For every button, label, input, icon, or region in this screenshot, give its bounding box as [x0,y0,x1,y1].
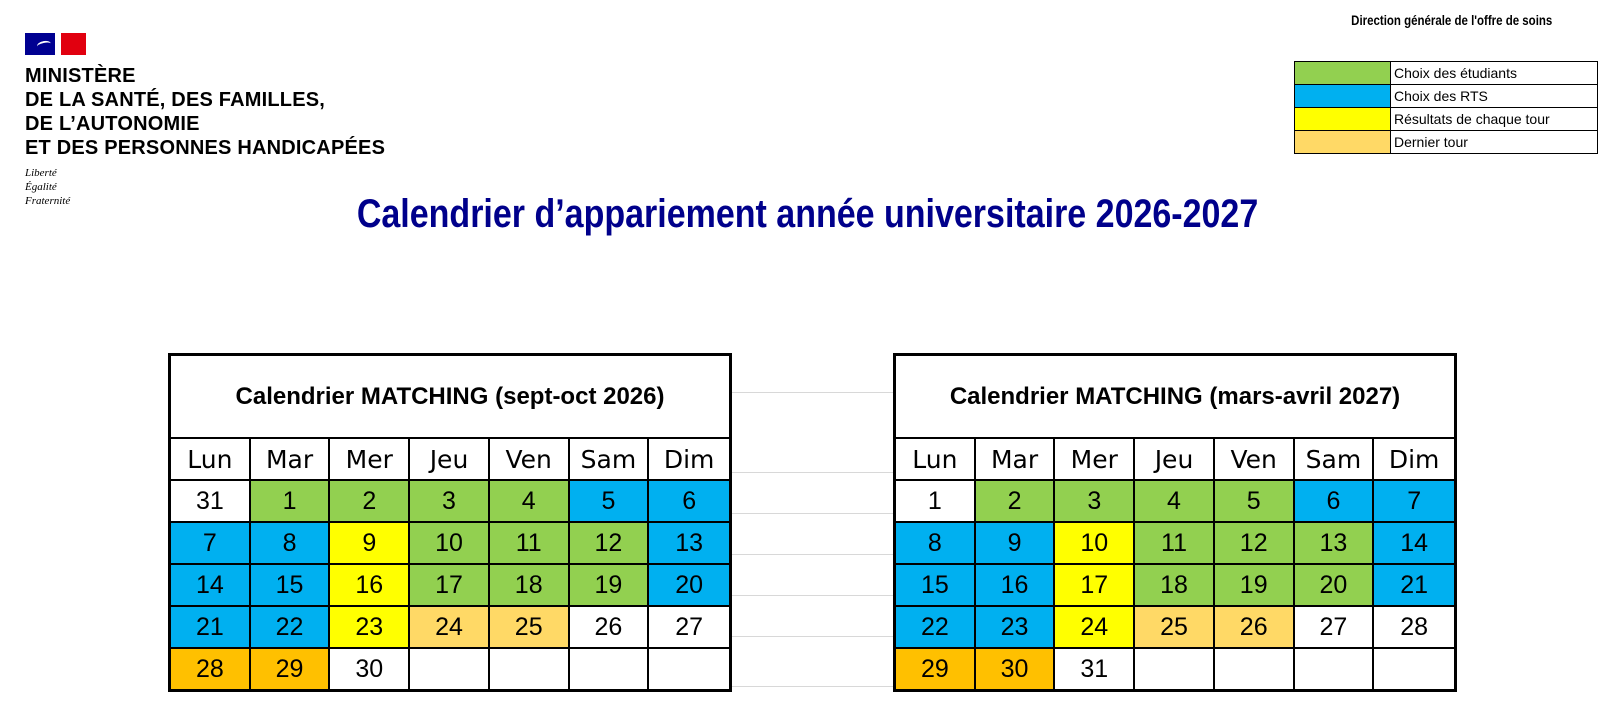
day-cell [649,649,729,689]
day-cell: 5 [1215,481,1295,523]
weekday-header: Sam [570,439,650,481]
day-cell: 14 [1374,523,1454,565]
day-cell: 19 [1215,565,1295,607]
day-cell [490,649,570,689]
day-cell: 5 [570,481,650,523]
day-cell: 30 [976,649,1056,689]
legend-swatch [1295,108,1391,131]
weekday-header: Sam [1295,439,1375,481]
day-cell [1295,649,1375,689]
day-cell: 6 [1295,481,1375,523]
day-cell: 26 [1215,607,1295,649]
ministry-logo [25,33,385,208]
weekday-header: Dim [1374,439,1454,481]
day-cell: 8 [251,523,331,565]
ministry-line: MINISTÈRE [25,65,136,87]
legend-row [1295,108,1598,131]
day-cell: 25 [490,607,570,649]
day-cell: 24 [410,607,490,649]
ministry-name [25,64,385,160]
motto-line: Fraternité [25,195,71,207]
calendar-title: Calendrier MATCHING (sept-oct 2026) [171,356,729,439]
weekday-header: Mar [976,439,1056,481]
legend-row [1295,131,1598,154]
calendar-title: Calendrier MATCHING (mars-avril 2027) [896,356,1454,439]
calendar-separator [732,392,893,687]
day-cell: 10 [410,523,490,565]
day-cell: 1 [251,481,331,523]
day-cell: 31 [1055,649,1135,689]
day-cell: 18 [1135,565,1215,607]
day-cell: 14 [171,565,251,607]
legend-label: Dernier tour [1391,131,1598,154]
day-cell: 2 [330,481,410,523]
legend-row [1295,85,1598,108]
legend-swatch [1295,131,1391,154]
legend-label: Choix des RTS [1391,85,1598,108]
day-cell: 27 [1295,607,1375,649]
day-cell: 2 [976,481,1056,523]
day-cell: 12 [570,523,650,565]
motto-line: Égalité [25,181,57,193]
weekday-header: Mer [330,439,410,481]
weekday-header: Lun [171,439,251,481]
day-cell: 1 [896,481,976,523]
page-title: Calendrier d’appariement année universitaire 2026-2027 [356,192,1259,236]
marianne-flag-icon [25,33,86,55]
day-cell: 15 [251,565,331,607]
ministry-line: DE LA SANTÉ, DES FAMILLES, [25,89,326,111]
day-cell: 20 [649,565,729,607]
day-cell: 22 [251,607,331,649]
day-cell [570,649,650,689]
day-cell: 4 [1135,481,1215,523]
day-cell: 17 [410,565,490,607]
weekday-header: Mer [1055,439,1135,481]
day-cell: 9 [330,523,410,565]
day-cell: 22 [896,607,976,649]
day-cell: 7 [171,523,251,565]
day-cell [1135,649,1215,689]
day-cell: 10 [1055,523,1135,565]
weekday-header: Jeu [410,439,490,481]
day-cell: 11 [490,523,570,565]
day-cell: 17 [1055,565,1135,607]
day-cell: 12 [1215,523,1295,565]
day-cell: 16 [330,565,410,607]
weekday-header: Ven [490,439,570,481]
weekday-header: Lun [896,439,976,481]
day-cell: 8 [896,523,976,565]
day-cell: 13 [1295,523,1375,565]
day-cell: 19 [570,565,650,607]
weekday-header: Mar [251,439,331,481]
day-cell: 20 [1295,565,1375,607]
day-cell [1374,649,1454,689]
weekday-header: Ven [1215,439,1295,481]
day-cell: 28 [171,649,251,689]
day-cell: 23 [330,607,410,649]
motto-line: Liberté [25,167,57,179]
day-cell: 6 [649,481,729,523]
day-cell: 7 [1374,481,1454,523]
weekday-header: Dim [649,439,729,481]
day-cell: 31 [171,481,251,523]
day-cell: 26 [570,607,650,649]
day-cell: 24 [1055,607,1135,649]
calendar-mars-avril [893,353,1457,692]
day-cell: 11 [1135,523,1215,565]
legend-swatch [1295,62,1391,85]
day-cell: 21 [171,607,251,649]
day-cell: 30 [330,649,410,689]
legend-label: Résultats de chaque tour [1391,108,1598,131]
direction-label: Direction générale de l'offre de soins [1350,12,1552,28]
calendar-grid [896,439,1454,689]
day-cell: 16 [976,565,1056,607]
legend-label: Choix des étudiants [1391,62,1598,85]
day-cell: 13 [649,523,729,565]
day-cell: 18 [490,565,570,607]
ministry-line: DE L’AUTONOMIE [25,113,200,135]
day-cell: 29 [896,649,976,689]
day-cell: 15 [896,565,976,607]
legend-row [1295,62,1598,85]
ministry-line: ET DES PERSONNES HANDICAPÉES [25,137,386,159]
day-cell [1215,649,1295,689]
day-cell: 29 [251,649,331,689]
legend-swatch [1295,85,1391,108]
day-cell: 21 [1374,565,1454,607]
day-cell: 9 [976,523,1056,565]
day-cell [410,649,490,689]
calendar-sept-oct [168,353,732,692]
color-legend [1294,61,1598,154]
day-cell: 23 [976,607,1056,649]
weekday-header: Jeu [1135,439,1215,481]
day-cell: 3 [1055,481,1135,523]
day-cell: 25 [1135,607,1215,649]
day-cell: 28 [1374,607,1454,649]
calendar-grid [171,439,729,689]
day-cell: 27 [649,607,729,649]
day-cell: 4 [490,481,570,523]
day-cell: 3 [410,481,490,523]
